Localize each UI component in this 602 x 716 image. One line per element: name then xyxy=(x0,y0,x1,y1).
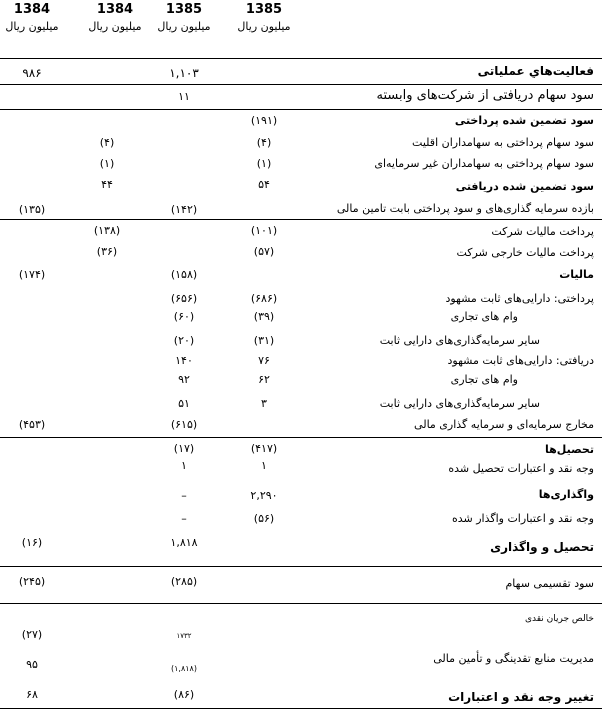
value-cell: (۳۹) xyxy=(253,310,275,323)
divider xyxy=(0,566,602,567)
divider xyxy=(0,84,602,85)
row-label: تحصیل‌ها xyxy=(545,443,594,456)
value-cell: ۴۴ xyxy=(101,178,113,191)
row-label: پرداختی: دارایی‌های ثابت مشهود xyxy=(445,292,594,305)
value-cell: (۱۳۵) xyxy=(18,203,46,216)
value-cell: (۲۷) xyxy=(21,628,43,641)
header-unit: میلیون ریال xyxy=(237,20,291,33)
row-label: وام های تجاری xyxy=(450,310,518,323)
row-label: خالص جریان نقدی xyxy=(524,614,594,624)
value-cell: (۶۰) xyxy=(173,310,195,323)
value-cell: ۶۸ xyxy=(26,688,38,701)
value-cell: (۶۵۶) xyxy=(170,292,198,305)
value-cell: (۱۳۸) xyxy=(93,224,121,237)
divider xyxy=(0,708,602,709)
value-cell: (۱۰۱) xyxy=(250,224,278,237)
value-cell: – xyxy=(181,489,187,502)
header-unit: میلیون ریال xyxy=(88,20,142,33)
row-label: سود سهام پرداختی به سهامداران اقلیت xyxy=(412,136,594,149)
divider xyxy=(0,58,602,59)
value-cell: (۴) xyxy=(256,136,272,149)
header-unit: میلیون ریال xyxy=(157,20,211,33)
row-label: واگذاری‌ها xyxy=(538,488,594,501)
row-label: سود تضمین شده پرداختی xyxy=(454,114,594,127)
header-unit: میلیون ریال xyxy=(5,20,59,33)
row-label: تحصیل و واگذاری xyxy=(490,540,594,554)
value-cell: ۲,۲۹۰ xyxy=(250,489,278,502)
row-label: سود تضمین شده دریافتی xyxy=(455,180,594,193)
value-cell: ۹۲ xyxy=(178,373,190,386)
value-cell: ۱۴۰ xyxy=(175,354,193,367)
value-cell: (۲۴۵) xyxy=(18,575,46,588)
value-cell: (۶۱۵) xyxy=(170,418,198,431)
row-label: سود سهام دریافتی از شرکت‌های وابسته xyxy=(376,88,594,103)
value-cell: ۱,۱۰۳ xyxy=(169,66,199,80)
header-col-1 xyxy=(0,2,72,34)
value-cell: (۱۷۴) xyxy=(18,268,46,281)
row-label: سایر سرمایه‌گذاری‌های دارایی ثابت xyxy=(379,397,540,410)
row-label: مخارج سرمایه‌ای و سرمایه گذاری مالی xyxy=(414,418,594,431)
value-cell: (۱) xyxy=(99,157,115,170)
value-cell: (۸۶) xyxy=(173,688,195,701)
divider xyxy=(0,109,602,110)
row-label: پرداخت مالیات شرکت xyxy=(491,225,594,238)
row-label: وجه نقد و اعتبارات واگذار شده xyxy=(451,512,594,525)
value-cell: ۶۲ xyxy=(258,373,270,386)
header-year: 1384 xyxy=(96,2,134,17)
header-year: 1385 xyxy=(245,2,283,17)
divider xyxy=(0,603,602,604)
header-col-2 xyxy=(75,2,155,34)
row-label: فعالیت‌هاي عملیاتی xyxy=(477,64,594,78)
header-year: 1385 xyxy=(165,2,203,17)
row-label: سایر سرمایه‌گذاری‌های دارایی ثابت xyxy=(379,334,540,347)
row-label: بازده سرمایه گذاری‌های و سود پرداختی بابت تامین مالی xyxy=(336,202,594,215)
value-cell: ۹۸۶ xyxy=(22,66,42,80)
value-cell: (۴۵۳) xyxy=(18,418,46,431)
value-cell: (۱۶) xyxy=(21,536,43,549)
value-cell: (۱,۸۱۸) xyxy=(171,664,197,673)
value-cell: ۱۷۳۲ xyxy=(176,632,192,640)
row-label: وام های تجاری xyxy=(450,373,518,386)
value-cell: ۷۶ xyxy=(258,354,270,367)
value-cell: (۲۰) xyxy=(173,334,195,347)
header-col-3 xyxy=(144,2,224,34)
value-cell: ۱۱ xyxy=(178,90,190,103)
value-cell: ۵۴ xyxy=(258,178,270,191)
row-label: پرداخت مالیات خارجی شرکت xyxy=(456,246,594,259)
value-cell: (۱۹۱) xyxy=(250,114,278,127)
value-cell: ۵۱ xyxy=(178,397,190,410)
header-year: 1384 xyxy=(13,2,51,17)
value-cell: ۱ xyxy=(181,459,187,472)
value-cell: (۱۴۲) xyxy=(170,203,198,216)
value-cell: (۱۷) xyxy=(173,442,195,455)
value-cell: (۵۶) xyxy=(253,512,275,525)
row-label: مدیریت منابع تقدینگی و تأمین مالی xyxy=(433,652,594,665)
header-col-4 xyxy=(224,2,304,34)
divider xyxy=(0,219,602,220)
value-cell: (۳۶) xyxy=(96,245,118,258)
value-cell: ۹۵ xyxy=(26,658,38,671)
value-cell: – xyxy=(181,512,187,525)
value-cell: (۱۵۸) xyxy=(170,268,198,281)
value-cell: ۳ xyxy=(261,397,267,410)
row-label: تغییر وجه نقد و اعتبارات xyxy=(448,690,594,704)
row-label: وجه نقد و اعتبارات تحصیل شده xyxy=(448,462,594,475)
value-cell: ۱ xyxy=(261,459,267,472)
value-cell: (۵۷) xyxy=(253,245,275,258)
row-label: سود تقسیمی سهام xyxy=(505,577,594,590)
value-cell: (۱) xyxy=(256,157,272,170)
value-cell: ۱,۸۱۸ xyxy=(170,536,198,549)
row-label: دریافتی: دارایی‌های ثابت مشهود xyxy=(447,354,594,367)
value-cell: (۴۱۷) xyxy=(250,442,278,455)
row-label: مالیات xyxy=(559,268,594,281)
divider xyxy=(0,437,602,438)
row-label: سود سهام پرداختی به سهامداران غیر سرمایه‌ای xyxy=(374,157,594,170)
value-cell: (۶۸۶) xyxy=(250,292,278,305)
value-cell: (۲۸۵) xyxy=(170,575,198,588)
value-cell: (۴) xyxy=(99,136,115,149)
value-cell: (۳۱) xyxy=(253,334,275,347)
